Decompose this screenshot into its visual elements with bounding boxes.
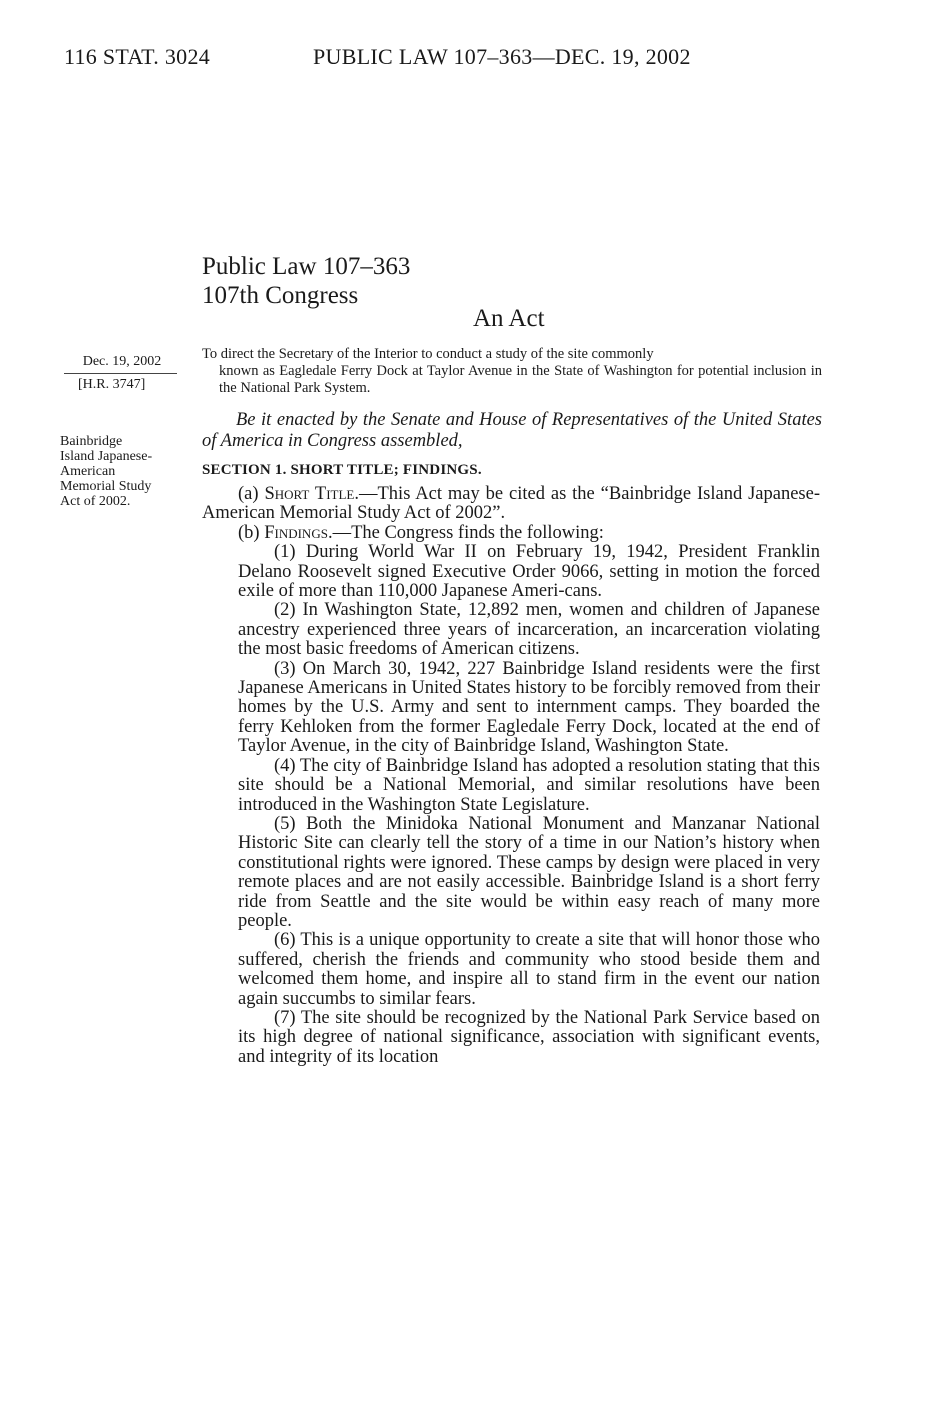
margin-date: Dec. 19, 2002 (82, 354, 162, 369)
page-reference: 116 STAT. 3024 (64, 44, 211, 69)
subsection-a (202, 485, 820, 524)
section-heading: SECTION 1. SHORT TITLE; FINDINGS. (202, 462, 482, 478)
section-body (202, 485, 820, 1067)
act-label: An Act (473, 305, 545, 332)
subsection-a-heading: Short Title (264, 484, 355, 504)
enacting-clause (202, 410, 822, 452)
margin-note-line: Island Japanese- (60, 449, 153, 464)
subsection-b-text: .—The Congress finds the following: (327, 522, 604, 543)
finding-item: (7) The site should be recognized by the National Park Service based on its high degree of national significance, association with significant events, and integrity of its location (238, 1007, 820, 1067)
margin-note-line: American (60, 464, 116, 479)
purpose-continuation: known as Eagledale Ferry Dock at Taylor Avenue in the State of Washington for potential inclusion in the National Park System. (219, 363, 822, 396)
subsection-b-heading: Findings (264, 522, 328, 543)
subsection-a-text: .—This Act may be cited as the “Bainbridge Island Japanese-American Memorial Study Act of 2002”. (202, 484, 821, 524)
purpose-first-line: To direct the Secretary of the Interior to conduct a study of the site commonly (202, 346, 654, 362)
margin-note-line: Bainbridge (60, 434, 123, 449)
finding-item: (6) This is a unique opportunity to create a site that will honor those who suffered, cherish the friends and community who stood beside them and welcomed them home, and inspire all to stand firm in the event our nation again succumbs to similar fears. (238, 930, 820, 1009)
finding-item: (1) During World War II on February 19, 1942, President Franklin Delano Roosevelt signed Executive Order 9066, setting in motion the forced exile of more than 110,000 Japanese Ameri-cans. (238, 542, 820, 602)
subsection-b (202, 524, 820, 543)
congress-number: 107th Congress (202, 282, 359, 309)
finding-item: (3) On March 30, 1942, 227 Bainbridge Island residents were the first Japanese Americans in United States history to be forcibly removed from their homes by the U.S. Army and sent to internment camps. They boarded the ferry Kehloken from the former Eagledale Ferry Dock, located at the end of Taylor Avenue, in the city of Bainbridge Island, Washington State. (238, 658, 820, 757)
margin-short-title-note (60, 434, 186, 509)
margin-note-line: Memorial Study (60, 479, 152, 494)
finding-item: (5) Both the Minidoka National Monument and Manzanar National Historic Site can clearly tell the story of a time in our Nation’s history when constitutional rights were ignored. These camps by design were placed in very remote places and are not easily accessible. Bainbridge Island is a short ferry ride from Seattle and the site would be within easy reach of many more people. (238, 813, 820, 931)
subsection-a-marker: (a) (238, 484, 259, 504)
margin-bill-number: [H.R. 3747] (78, 377, 146, 392)
purpose-statement (202, 346, 822, 397)
running-header: PUBLIC LAW 107–363—DEC. 19, 2002 (313, 44, 691, 69)
enacting-clause-text: Be it enacted by the Senate and House of Representatives of the United States of America in Congress assembled, (202, 410, 822, 451)
margin-divider (64, 373, 177, 374)
finding-item: (2) In Washington State, 12,892 men, women and children of Japanese ancestry experienced three years of incarceration, an incarceration violating the most basic freedoms of American citizens. (238, 600, 820, 660)
margin-note-line: Act of 2002. (60, 494, 131, 509)
finding-item: (4) The city of Bainbridge Island has adopted a resolution stating that this site should be a National Memorial, and similar resolutions have been introduced in the Washington State Legislature. (238, 755, 820, 815)
public-law-number: Public Law 107–363 (202, 253, 411, 280)
subsection-b-marker: (b) (238, 522, 260, 543)
public-law-title-block (202, 252, 410, 310)
